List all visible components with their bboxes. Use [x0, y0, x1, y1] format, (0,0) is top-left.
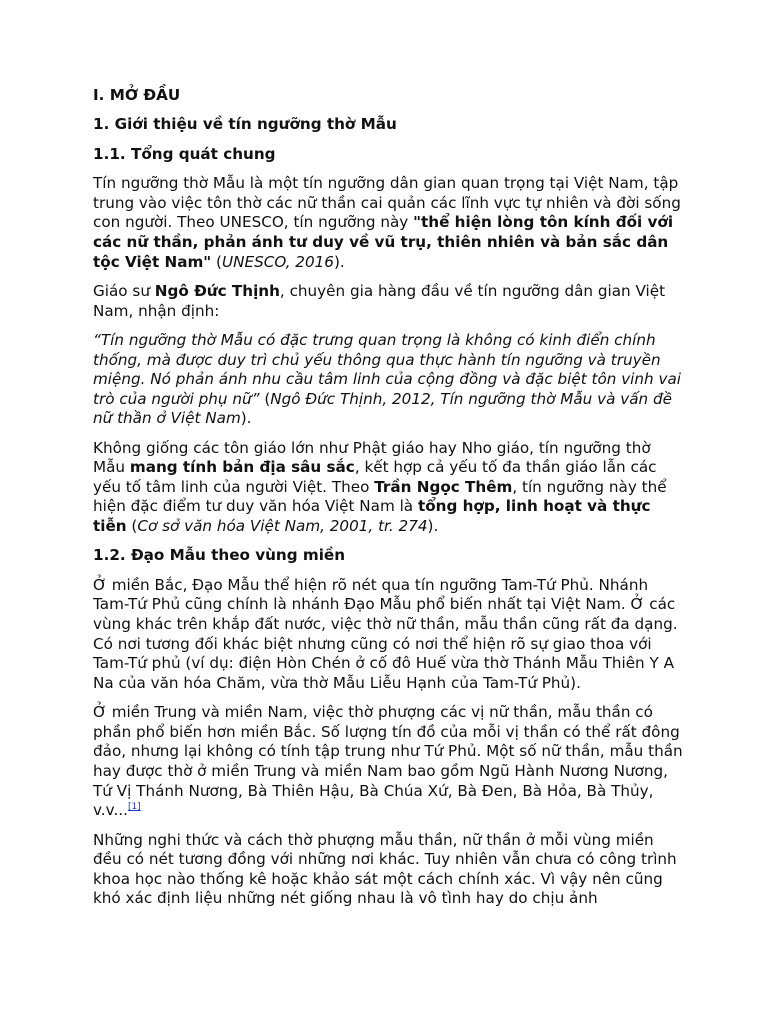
paragraph-central-south	[93, 703, 683, 821]
document-body	[93, 86, 683, 919]
text-run: , kết hợp cả yếu tố đa thần giáo lẫn các yếu tố tâm linh của người Việt. Theo	[93, 458, 657, 496]
text-run: (	[126, 517, 138, 536]
section-heading: I. MỞ ĐẦU	[93, 86, 181, 104]
subsubsection-heading-regions: 1.2. Đạo Mẫu theo vùng miền	[93, 546, 346, 565]
paragraph-north: Ở miền Bắc, Đạo Mẫu thể hiện rõ nét qua tín ngưỡng Tam-Tứ Phủ. Nhánh Tam-Tứ Phủ cũng chính là nhánh Đạo Mẫu phổ biến nhất tại Việt Nam. Ở các vùng khác trên khắp đất nước, việc thờ nữ thần, mẫu thần cũng rất đa dạng. Có nơi tương đối khác biệt nhưng cũng có nơi thể hiện rõ sự giao thoa với Tam-Tứ phủ (ví dụ: điện Hòn Chén ở cố đô Huế vừa thờ Thánh Mẫu Thiên Y A Na của văn hóa Chăm, vừa thờ Mẫu Liễu Hạnh của Tam-Tứ Phủ).	[93, 575, 678, 692]
text-run: ).	[333, 252, 345, 271]
text-run: ).	[427, 517, 439, 536]
quote-run: “Tín ngưỡng thờ Mẫu có đặc trưng quan trọng là không có kinh điển chính thống, mà được duy trì chủ yếu thông qua thực hành tín ngưỡng và truyền miệng. Nó phản ánh nhu cầu tâm linh của cộng đồng và đặc biệt tôn vinh vai trò của người phụ nữ”	[93, 330, 681, 408]
bold-run: tổng hợp, linh hoạt và thực tiễn	[93, 497, 651, 536]
bold-run: Trần Ngọc Thêm	[374, 477, 513, 496]
text-run: Tín ngưỡng thờ Mẫu là một tín ngưỡng dân gian quan trọng tại Việt Nam, tập trung vào việc tôn thờ các nữ thần cai quản các lĩnh vực tự nhiên và đời sống con người. Theo UNESCO, tín ngưỡng này	[93, 174, 681, 232]
paragraph-professor	[93, 282, 683, 321]
bold-run: mang tính bản địa sâu sắc	[129, 458, 355, 477]
subsubsection-heading-general: 1.1. Tổng quát chung	[93, 144, 276, 163]
bold-run: Ngô Đức Thịnh	[154, 281, 280, 300]
text-run: (	[211, 252, 222, 271]
citation-run: Ngô Đức Thịnh, 2012, Tín ngưỡng thờ Mẫu và vấn đề nữ thần ở Việt Nam	[93, 389, 672, 428]
text-run: , chuyên gia hàng đầu về tín ngưỡng dân gian Việt Nam, nhận định:	[93, 281, 666, 320]
text-run: (	[259, 389, 271, 408]
quote-paragraph	[93, 331, 683, 429]
paragraph-rituals: Những nghi thức và cách thờ phượng mẫu thần, nữ thần ở mỗi vùng miền đều có nét tương đồng với những nơi khác. Tuy nhiên vẫn chưa có công trình khoa học nào thống kê hoặc khảo sát một cách chính xác. Vì vậy nên cũng khó xác định liệu những nét giống nhau là vô tình hay do chịu ảnh	[93, 830, 677, 908]
text-run: , tín ngưỡng này thể hiện đặc điểm tư duy văn hóa Việt Nam là	[93, 477, 667, 516]
paragraph-intro	[93, 174, 683, 272]
text-run: ).	[240, 409, 252, 428]
footnote-link[interactable]: [1]	[127, 802, 141, 813]
paragraph-comparison	[93, 439, 683, 537]
text-run: Ở miền Trung và miền Nam, việc thờ phượng các vị nữ thần, mẫu thần có phần phổ biến hơn miền Bắc. Số lượng tín đồ của mỗi vị thần có thể rất đông đảo, nhưng lại không có tính tập trung như Tứ Phủ. Một số nữ thần, mẫu thần hay được thờ ở miền Trung và miền Nam bao gồm Ngũ Hành Nương Nương, Tứ Vị Thánh Nương, Bà Thiên Hậu, Bà Chúa Xứ, Bà Đen, Bà Hỏa, Bà Thủy, v.v...	[93, 703, 683, 820]
italic-run: UNESCO, 2016	[222, 252, 334, 271]
italic-run: Cơ sở văn hóa Việt Nam, 2001, tr. 274	[137, 517, 428, 536]
bold-run: "thể hiện lòng tôn kính đối với các nữ thần, phản ánh tư duy về vũ trụ, thiên nhiên và bản sắc dân tộc Việt Nam"	[93, 213, 674, 271]
text-run: Không giống các tôn giáo lớn như Phật giáo hay Nho giáo, tín ngưỡng thờ Mẫu	[93, 438, 651, 477]
subsection-heading: 1. Giới thiệu về tín ngưỡng thờ Mẫu	[93, 115, 397, 134]
text-run: Giáo sư	[93, 281, 155, 300]
